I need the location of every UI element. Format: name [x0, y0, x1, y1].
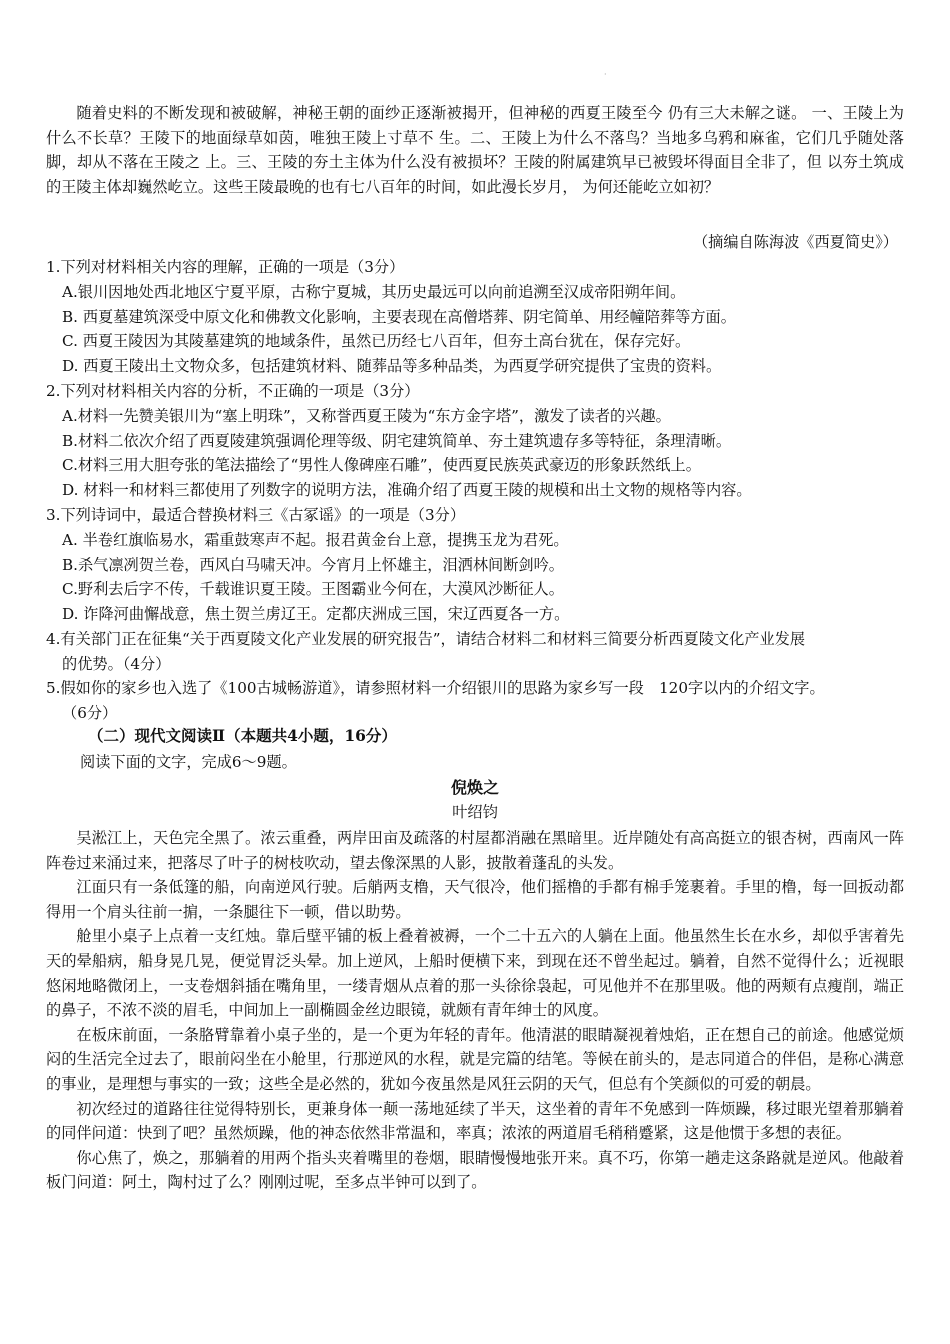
- question-3-option-c: C.野利去后字不传，千载谁识夏王陵。王图霸业今何在，大漠风沙断征人。: [62, 580, 564, 599]
- story-paragraph: 吴淞江上，天色完全黑了。浓云重叠，两岸田亩及疏落的村屋都消融在黑暗里。近岸随处有高高挺立的银杏树，西南风一阵阵卷过来涌过来，把落尽了叶子的树枝吹动，望去像深黑的人影，披散着蓬乱的头发。: [46, 829, 904, 872]
- question-1-stem: 1.下列对材料相关内容的理解，正确的一项是（3分）: [46, 258, 405, 276]
- question-3-option-b: B.杀气凛冽贺兰卷，西风白马啸天冲。今宵月上怀雄主，泪洒林间断剑吟。: [62, 555, 564, 574]
- question-1-option-d: D. 西夏王陵出土文物众多，包括建筑材料、随葬品等多种品类，为西夏学研究提供了宝贵的资料。: [62, 357, 722, 376]
- story-paragraph: 你心焦了，焕之，那躺着的用两个指头夹着嘴里的卷烟，眼睛慢慢地张开来。真不巧，你第一趟走这条路就是逆风。他敲着板门问道：阿土，陶村过了么？刚刚过呢，至多点半钟可以到了。: [46, 1148, 904, 1192]
- question-3: [46, 503, 914, 627]
- story-body: [46, 826, 904, 1195]
- question-2-option-b: B.材料二依次介绍了西夏陵建筑强调伦理等级、阴宅建筑简单、夯土建筑遗存多等特征，条理清晰。: [62, 431, 732, 450]
- question-2-option-c: C.材料三用大胆夸张的笔法描绘了“男性人像碑座石雕”，使西夏民族英武豪迈的形象跃然纸上。: [62, 456, 701, 475]
- question-3-option-d: D. 诈降河曲懈战意，焦土贺兰虏辽王。定都庆洲成三国，宋辽西夏各一方。: [62, 605, 570, 624]
- question-2-stem: 2.下列对材料相关内容的分析，不正确的一项是（3分）: [46, 382, 420, 400]
- question-1: [46, 255, 914, 379]
- section-instruction: 阅读下面的文字，完成6～9题。: [80, 753, 297, 771]
- intro-paragraph: 随着史料的不断发现和被破解，神秘王朝的面纱正逐渐被揭开，但神秘的西夏王陵至今 仍有三大未解之谜。 一、王陵上为什么不长草？王陵下的地面绿草如茵，唯独王陵上寸草不 生。二、王陵上为什么不落鸟？当地多乌鸦和麻雀，它们几乎随处落脚，却从不落在王陵之 上。三、王陵的夯土主体为什么没有被损坏？王陵的附属建筑早已被毁坏得面目全非了，但 以夯土筑成的王陵主体却巍然屹立。这些王陵最晚的也有七八百年的时间，如此漫长岁月， 为何还能屹立如初？: [46, 104, 904, 196]
- story-paragraph: 初次经过的道路往往觉得特别长，更兼身体一颠一荡地延续了半天，这坐着的青年不免感到一阵烦躁，移过眼光望着那躺着的同伴问道：快到了吧？虽然烦躁，他的神态依然非常温和，率真；浓浓的两道眉毛稍稍蹙紧，这是他惯于多想的表征。: [46, 1099, 904, 1143]
- intro-source: （摘编自陈海波《西夏简史》）: [692, 233, 898, 251]
- story-paragraph: 江面只有一条低篷的船，向南逆风行驶。后艄两支橹，天气很冷，他们摇橹的手都有棉手笼裹着。手里的橹，每一回扳动都得用一个肩头往前一掮，一条腿往下一顿，借以助势。: [46, 878, 904, 921]
- question-1-option-b: B. 西夏墓建筑深受中原文化和佛教文化影响，主要表现在高僧塔葬、阴宅简单、用经幢陪葬等方面。: [62, 307, 736, 326]
- question-2-option-a: A.材料一先赞美银川为“塞上明珠”，又称誉西夏王陵为“东方金字塔”，激发了读者的兴趣。: [62, 406, 671, 425]
- story-author: 叶绍钧: [452, 803, 498, 821]
- question-4-stem: 4.有关部门正在征集“关于西夏陵文化产业发展的研究报告”，请结合材料二和材料三简要分析西夏陵文化产业发展: [46, 630, 806, 648]
- question-4-continuation: 的优势。（4分）: [62, 654, 171, 673]
- question-5-continuation: （6分）: [62, 703, 118, 722]
- story-title: 倪焕之: [450, 778, 499, 797]
- question-5: [46, 676, 914, 726]
- question-3-option-a: A. 半卷红旗临易水，霜重鼓寒声不起。报君黄金台上意，提携玉龙为君死。: [62, 530, 569, 549]
- question-4: [46, 627, 914, 677]
- question-2: [46, 379, 914, 503]
- section-heading: （二）现代文阅读Ⅱ（本题共4小题，16分）: [88, 726, 397, 745]
- question-2-option-d: D. 材料一和材料三都使用了列数字的说明方法，准确介绍了西夏王陵的规模和出土文物的规格等内容。: [62, 481, 752, 500]
- question-5-stem: 5.假如你的家乡也入选了《100古城畅游道》，请参照材料一介绍银川的思路为家乡写一段 120字以内的介绍文字。: [46, 679, 825, 697]
- question-1-option-a: A.银川因地处西北地区宁夏平原，古称宁夏城，其历史最远可以向前追溯至汉成帝阳朔年间。: [62, 282, 686, 301]
- question-3-stem: 3.下列诗词中，最适合替换材料三《古冢谣》的一项是（3分）: [46, 506, 466, 524]
- question-1-option-c: C. 西夏王陵因为其陵墓建筑的地域条件，虽然已历经七八百年，但夯土高台犹在，保存完好。: [62, 332, 691, 351]
- page-mark: ·: [604, 70, 607, 79]
- story-paragraph: 在板床前面，一条胳臂靠着小桌子坐的，是一个更为年轻的青年。他清湛的眼睛凝视着烛焰，正在想自己的前途。他感觉烦闷的生活完全过去了，眼前闷坐在小舱里，行那逆风的水程，就是完篇的结笔。等候在前头的，是志同道合的伴侣，是称心满意的事业，是理想与事实的一致；这些全是必然的，犹如今夜虽然是风狂云阴的天气，但总有个笑颜似的可爱的朝晨。: [46, 1025, 904, 1093]
- story-paragraph: 舱里小桌子上点着一支红烛。靠后壁平铺的板上叠着被褥，一个二十五六的人躺在上面。他虽然生长在水乡，却似乎害着先天的晕船病，船身晃几晃，便觉胃泛头晕。加上逆风，上船时便横下来，到现在还不曾坐起过。躺着，自然不觉得什么；近视眼悠闲地略微闭上，一支卷烟斜插在嘴角里，一缕青烟从点着的那一头徐徐袅起，可见他并不在那里吸。他的两颊有点瘦削，端正的鼻子，不浓不淡的眉毛，中间加上一副椭圆金丝边眼镜，就颇有青年绅士的风度。: [46, 927, 904, 1020]
